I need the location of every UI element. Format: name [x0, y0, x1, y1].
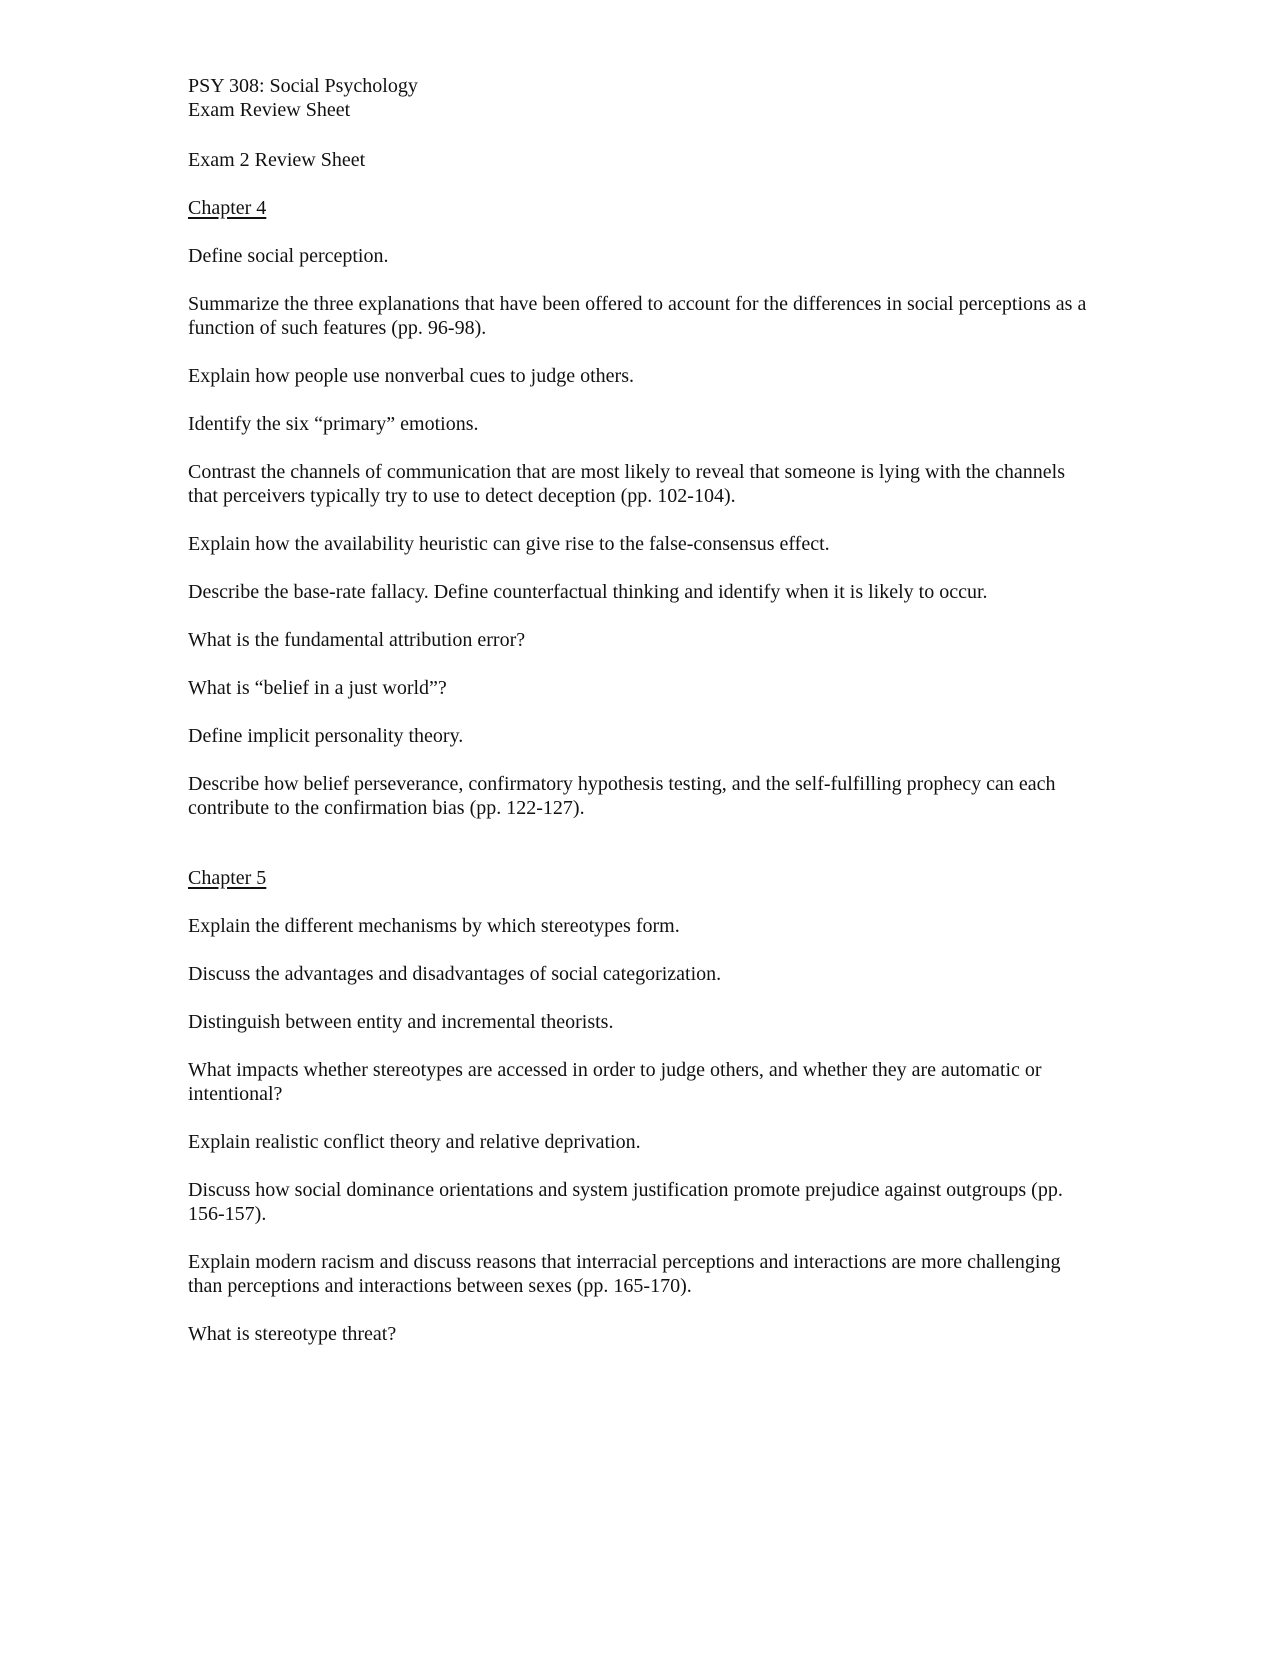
review-item: What is “belief in a just world”?	[188, 677, 447, 699]
review-item: Summarize the three explanations that have been offered to account for the differences in social perceptions as a function of such features (pp. 96-98).	[188, 293, 1087, 339]
course-title: PSY 308: Social Psychology	[188, 75, 418, 97]
chapter-heading: Chapter 4	[188, 197, 267, 219]
review-item: Identify the six “primary” emotions.	[188, 413, 479, 435]
review-item: Describe the base-rate fallacy. Define counterfactual thinking and identify when it is likely to occur.	[188, 581, 988, 603]
review-item: Distinguish between entity and incremental theorists.	[188, 1011, 614, 1033]
chapter-heading: Chapter 5	[188, 867, 267, 889]
review-item: Discuss how social dominance orientations and system justification promote prejudice against outgroups (pp. 156-157).	[188, 1179, 1063, 1225]
review-item: Explain modern racism and discuss reasons that interracial perceptions and interactions are more challenging than perceptions and interactions between sexes (pp. 165-170).	[188, 1251, 1061, 1297]
review-item: What is the fundamental attribution error?	[188, 629, 526, 651]
review-item: Describe how belief perseverance, confirmatory hypothesis testing, and the self-fulfilling prophecy can each contribute to the confirmation bias (pp. 122-127).	[188, 773, 1056, 819]
document-header	[188, 74, 1098, 122]
review-item: Discuss the advantages and disadvantages of social categorization.	[188, 963, 722, 985]
review-item: Explain the different mechanisms by which stereotypes form.	[188, 915, 680, 937]
review-item: What is stereotype threat?	[188, 1323, 397, 1345]
exam-subtitle: Exam 2 Review Sheet	[188, 149, 366, 171]
review-item: Explain realistic conflict theory and relative deprivation.	[188, 1131, 641, 1153]
review-item: Explain how the availability heuristic can give rise to the false-consensus effect.	[188, 533, 830, 555]
review-item: Explain how people use nonverbal cues to judge others.	[188, 365, 634, 387]
sheet-title: Exam Review Sheet	[188, 99, 351, 121]
review-item: Define social perception.	[188, 245, 389, 267]
review-item: Contrast the channels of communication that are most likely to reveal that someone is lying with the channels that perceivers typically try to use to detect deception (pp. 102-104).	[188, 461, 1066, 507]
review-item: Define implicit personality theory.	[188, 725, 464, 747]
chapter-4-section	[188, 196, 1098, 820]
review-item: What impacts whether stereotypes are accessed in order to judge others, and whether they are automatic or intentional?	[188, 1059, 1042, 1105]
document-page	[188, 74, 1098, 1346]
chapter-5-section	[188, 866, 1098, 1346]
